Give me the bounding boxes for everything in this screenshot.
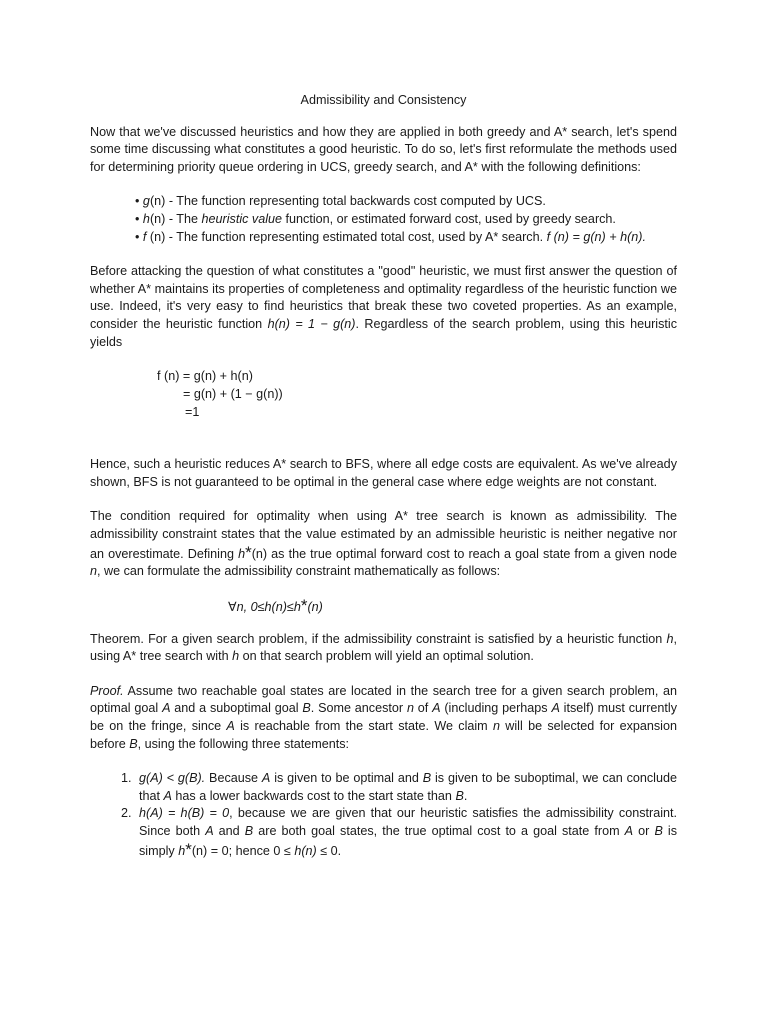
proof-statement-2: 2. h(A) = h(B) = 0, because we are given that our heuristic satisfies the admissibility constraint. Since both A and B are both goal states, the true optimal cost to a goal state from A or B is simply h*(n) = 0; hence 0 ≤ h(n) ≤ 0. <box>135 805 677 860</box>
document-page <box>90 92 677 860</box>
equation-line-2: = g(n) + (1 − g(n)) <box>183 387 283 402</box>
definition-h: • h(n) - The heuristic value function, or estimated forward cost, used by greedy search. <box>135 211 616 226</box>
intro-paragraph: Now that we've discussed heuristics and how they are applied in both greedy and A* search, let's spend some time discussing what constitutes a good heuristic. To do so, let's first reformulate the methods used for determining priority queue ordering in UCS, greedy search, and A* with the following definitions: <box>90 124 677 174</box>
definition-g: • g(n) - The function representing total backwards cost computed by UCS. <box>135 194 546 209</box>
proof-statement-1: 1. g(A) < g(B). Because A is given to be optimal and B is given to be suboptimal, we can conclude that A has a lower backwards cost to the start state than B. <box>135 770 677 805</box>
proof-statement-list <box>90 770 677 860</box>
equation-block <box>157 368 677 422</box>
bfs-paragraph: Hence, such a heuristic reduces A* search to BFS, where all edge costs are equivalent. As we've already shown, BFS is not guaranteed to be optimal in the general case where edge weights are not constant. <box>90 457 677 489</box>
equation-line-3: =1 <box>185 405 200 420</box>
proof-paragraph: Proof. Assume two reachable goal states are located in the search tree for a given search problem, an optimal goal A and a suboptimal goal B. Some ancestor n of A (including perhaps A itself) must currently be on the fringe, since A is reachable from the start state. We claim n will be selected for expansion before B, using the following three statements: <box>90 683 677 751</box>
admissibility-constraint-formula: ∀n, 0≤h(n)≤h*(n) <box>228 595 323 615</box>
definition-list <box>90 193 677 246</box>
heuristic-example-paragraph: Before attacking the question of what constitutes a "good" heuristic, we must first answer the question of whether A* maintains its properties of completeness and optimality regardless of the heuristic function we use. Indeed, it's very easy to find heuristics that break these two coveted properties. As an example, consider the heuristic function h(n) = 1 − g(n). Regardless of the search problem, using this heuristic yields <box>90 264 677 349</box>
admissibility-paragraph: The condition required for optimality when using A* tree search is known as admissibility. The admissibility constraint states that the value estimated by an admissible heuristic is neither negative nor an overestimate. Defining h*(n) as the true optimal forward cost to reach a goal state from a given node n, we can formulate the admissibility constraint mathematically as follows: <box>90 509 677 579</box>
theorem-paragraph: Theorem. For a given search problem, if the admissibility constraint is satisfied by a heuristic function h, using A* tree search with h on that search problem will yield an optimal solution. <box>90 631 677 664</box>
definition-f: • f (n) - The function representing estimated total cost, used by A* search. f (n) = g(n) + h(n). <box>135 229 646 244</box>
equation-line-1: f (n) = g(n) + h(n) <box>157 369 253 384</box>
document-title: Admissibility and Consistency <box>300 93 467 107</box>
